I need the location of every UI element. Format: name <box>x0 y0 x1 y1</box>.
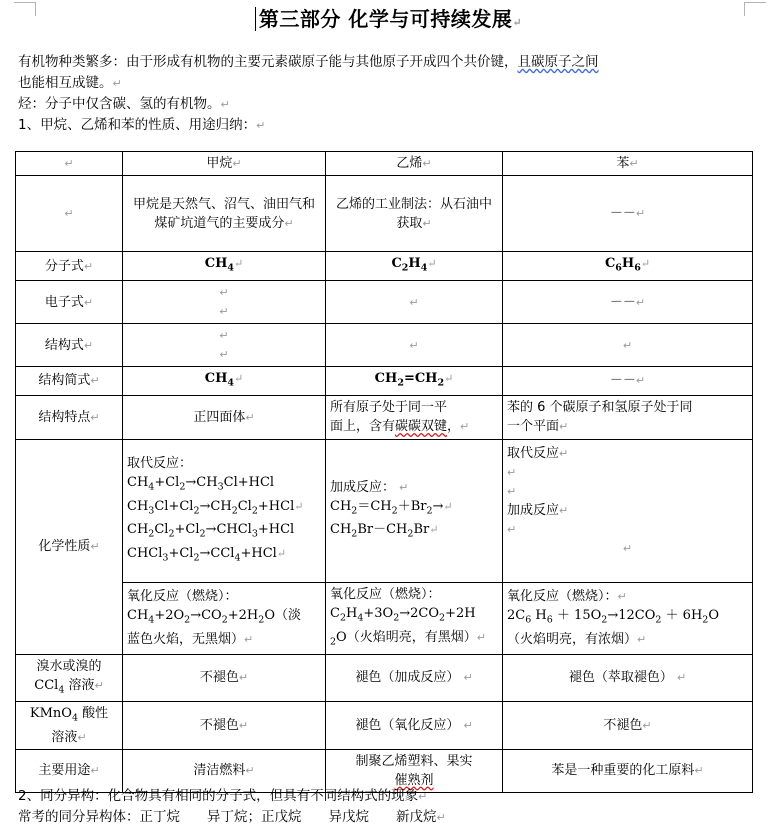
pilcrow-icon: ↵ <box>694 764 704 778</box>
cell-condensed-label <box>16 367 123 396</box>
cell-electron-label <box>16 281 123 324</box>
intro-4-text: 1、甲烷、乙烯和苯的性质、用途归纳： <box>18 117 257 133</box>
pilcrow-icon: ↵ <box>90 410 100 424</box>
chemprop-benzene-line-5 <box>507 520 748 539</box>
electron-benzene-text: －－ <box>609 294 636 310</box>
cell-chemprop-ethylene <box>326 439 503 582</box>
features-label-text: 结构特点 <box>38 409 91 425</box>
intro-paragraphs <box>18 52 770 136</box>
pilcrow-icon: ↵ <box>219 348 229 361</box>
features-ethylene-line2-post: ， <box>447 419 461 435</box>
pilcrow-icon: ↵ <box>460 420 470 434</box>
pilcrow-icon: ↵ <box>219 305 229 318</box>
pilcrow-icon: ↵ <box>463 718 473 732</box>
features-benzene-line2: 一个平面 <box>507 419 560 435</box>
cell-formula-benzene: $C_6H_6↵$ <box>503 252 753 281</box>
bromine-label-line1: 溴水或溴的 <box>36 658 102 674</box>
table-row-electron-formula <box>16 281 753 324</box>
pilcrow-icon: ↵ <box>427 257 437 271</box>
pilcrow-icon: ↵ <box>90 540 100 554</box>
table-row-condensed-formula <box>16 367 753 396</box>
cell-source-ethylene <box>326 176 503 252</box>
footer-paragraph-1 <box>18 786 770 807</box>
chemprop-benzene-line-3 <box>507 482 748 501</box>
pilcrow-icon: ↵ <box>642 718 652 732</box>
uses-benzene-text: 苯是一种重要的化工原料 <box>551 763 695 779</box>
pilcrow-icon: ↵ <box>640 257 651 271</box>
features-methane-text: 正四面体 <box>193 409 246 425</box>
cell-header-ethylene <box>326 152 503 176</box>
oxidation-methane-eq-text2: 蓝色火焰，无黑烟） <box>127 631 245 647</box>
pilcrow-icon: ↵ <box>220 98 230 111</box>
cell-source-benzene <box>503 176 753 252</box>
pilcrow-icon: ↵ <box>284 216 294 230</box>
intro-2-text: 也能相互成键。 <box>18 75 113 91</box>
features-ethylene-line2-pre: 面上，含有 <box>330 419 396 435</box>
chemprop-methane-eq-3: $CH_2Cl_2+Cl_2\to CHCl_3+HCl$ <box>127 522 295 540</box>
chemprop-methane-eq-2: $CH_3Cl+Cl_2\to CH_2Cl_2+HCl↵$ <box>127 498 304 517</box>
footer-paragraph-2 <box>18 807 770 828</box>
bromine-methane-text: 不褪色 <box>199 670 239 686</box>
pilcrow-icon: ↵ <box>512 16 523 29</box>
table-row-kmno4 <box>16 702 753 750</box>
pilcrow-icon: ↵ <box>559 420 569 434</box>
pilcrow-icon: ↵ <box>635 374 646 388</box>
intro-3-text: 烃：分子中仅含碳、氢的有机物。 <box>18 96 221 112</box>
pilcrow-icon: ↵ <box>238 671 249 685</box>
pilcrow-icon: ↵ <box>676 671 687 685</box>
cell-kmno4-methane <box>123 702 326 750</box>
pilcrow-icon: ↵ <box>617 590 627 604</box>
pilcrow-icon: ↵ <box>83 259 94 273</box>
intro-paragraph-1 <box>18 52 770 73</box>
cell-header-benzene <box>503 152 753 176</box>
pilcrow-icon: ↵ <box>232 157 242 170</box>
oxidation-ethylene-eq-line1: $C_2H_4+3O_2\to 2CO_2+2H$ <box>330 606 476 624</box>
cell-oxidation-methane <box>123 582 326 654</box>
cell-oxidation-benzene <box>503 582 753 654</box>
uses-methane-text: 清洁燃料 <box>193 763 246 779</box>
cell-features-methane <box>123 395 326 439</box>
cell-structural-ethylene <box>326 324 503 367</box>
structural-label-text: 结构式 <box>44 337 84 353</box>
pilcrow-icon: ↵ <box>77 730 87 744</box>
header-ethylene-text: 乙烯 <box>396 156 423 171</box>
pilcrow-icon: ↵ <box>64 157 74 170</box>
chemprop-ethylene-title-text: 加成反应： <box>330 479 396 495</box>
kmno4-methane-text: 不褪色 <box>199 717 239 733</box>
cell-condensed-methane: $CH_4↵$ <box>123 367 326 396</box>
features-benzene-line1: 苯的 6 个碳原子和氢原子处于同 <box>507 400 693 416</box>
pilcrow-icon: ↵ <box>83 338 94 352</box>
cell-source-methane <box>123 176 326 252</box>
chemprop-methane-eq-1: $CH_4+Cl_2\to CH_3Cl+HCl$ <box>127 474 275 493</box>
pilcrow-icon: ↵ <box>422 216 432 230</box>
uses-label-text: 主要用途 <box>38 763 91 779</box>
table-row-structural-formula <box>16 324 753 367</box>
table-row-structure-features <box>16 395 753 439</box>
pilcrow-icon: ↵ <box>476 630 486 644</box>
cell-formula-label <box>16 252 123 281</box>
pilcrow-icon: ↵ <box>94 678 104 692</box>
pilcrow-icon: ↵ <box>635 207 646 220</box>
footer-2-text: 常考的同分异构体：正丁烷 异丁烷；正戊烷 异戊烷 新戊烷 <box>18 809 437 825</box>
cell-features-benzene <box>503 395 753 439</box>
text-caret <box>255 7 256 31</box>
pilcrow-icon: ↵ <box>622 338 633 352</box>
oxidation-benzene-eq-line1: $2C_6$ $H_6 + 15O_2\to 12CO_2 + 6H_2O$ <box>507 608 719 626</box>
pilcrow-icon: ↵ <box>83 295 94 309</box>
pilcrow-icon: ↵ <box>507 484 517 498</box>
oxidation-ethylene-title: 氧化反应（燃烧）： <box>330 587 441 602</box>
cell-oxidation-ethylene <box>326 582 503 654</box>
pilcrow-icon: ↵ <box>238 718 249 732</box>
pilcrow-icon: ↵ <box>436 811 446 824</box>
chemprop-benzene-line-4 <box>507 501 748 520</box>
pilcrow-icon: ↵ <box>629 157 639 170</box>
pilcrow-icon: ↵ <box>418 790 428 803</box>
source-ethylene-text: 乙烯的工业制法：从石油中获取 <box>335 196 492 231</box>
uses-ethylene-line2: 催熟剂 <box>394 772 434 788</box>
cell-features-ethylene <box>326 395 503 439</box>
pilcrow-icon: ↵ <box>219 286 229 299</box>
pilcrow-icon: ↵ <box>244 632 254 646</box>
pilcrow-icon: ↵ <box>234 257 244 271</box>
oxidation-benzene-title-text: 氧化反应（燃烧）： <box>507 589 618 605</box>
oxidation-methane-eq-line2 <box>127 630 321 649</box>
document-title-text: 第三部分 化学与可持续发展 <box>258 7 513 31</box>
cell-electron-ethylene <box>326 281 503 324</box>
pilcrow-icon: ↵ <box>234 372 244 385</box>
pilcrow-icon: ↵ <box>559 446 569 460</box>
oxidation-methane-title: 氧化反应（燃烧）： <box>127 589 238 605</box>
pilcrow-icon: ↵ <box>294 499 304 513</box>
cell-features-label <box>16 395 123 439</box>
kmno4-ethylene-text: 褪色（氧化反应） <box>355 717 460 733</box>
uses-ethylene-line1: 制聚乙烯塑料、果实 <box>355 753 473 769</box>
header-methane-text: 甲烷 <box>206 156 233 171</box>
pilcrow-icon: ↵ <box>245 764 255 778</box>
chemprop-benzene-line-2 <box>507 463 748 482</box>
cell-structural-label <box>16 324 123 367</box>
pilcrow-icon: ↵ <box>409 338 419 352</box>
chemprop-label-text: 化学性质 <box>38 539 91 555</box>
pilcrow-icon: ↵ <box>422 157 432 170</box>
cell-condensed-benzene <box>503 367 753 396</box>
pilcrow-icon: ↵ <box>559 503 569 517</box>
condensed-label-text: 结构简式 <box>38 373 91 389</box>
pilcrow-icon: ↵ <box>64 207 74 220</box>
features-ethylene-line1: 所有原子处于同一平 <box>330 400 448 416</box>
cell-condensed-ethylene: $CH_2=CH_2↵$ <box>326 367 503 396</box>
pilcrow-icon: ↵ <box>256 119 266 132</box>
bromine-benzene-text: 褪色（萃取褪色） <box>568 670 673 686</box>
electron-label-text: 电子式 <box>44 294 84 310</box>
formula-label-text: 分子式 <box>44 258 84 274</box>
chemprop-benzene-line-6 <box>507 539 748 558</box>
cell-kmno4-ethylene <box>326 702 503 750</box>
intro-paragraph-3 <box>18 94 770 115</box>
oxidation-benzene-eq-line2 <box>507 630 748 649</box>
cell-bromine-methane <box>123 654 326 702</box>
cell-formula-methane: $CH_4↵$ <box>123 252 326 281</box>
intro-1-pre: 有机物种类繁多：由于形成有机物的主要元素碳原子能与其他原子开成四个共价键， <box>18 54 518 70</box>
cell-formula-ethylene: $C_2H_4↵$ <box>326 252 503 281</box>
cell-electron-benzene <box>503 281 753 324</box>
table-row-header <box>16 152 753 176</box>
pilcrow-icon: ↵ <box>276 546 287 560</box>
pilcrow-icon: ↵ <box>635 295 646 309</box>
cell-header-label <box>16 152 123 176</box>
header-benzene-text: 苯 <box>616 156 630 171</box>
kmno4-benzene-text: 不褪色 <box>603 717 643 733</box>
cell-bromine-benzene <box>503 654 753 702</box>
table-row-bromine <box>16 654 753 702</box>
pilcrow-icon: ↵ <box>429 523 439 537</box>
cell-kmno4-label: KMnO$_4$ 酸性 溶液↵ <box>16 702 123 750</box>
oxidation-methane-eq-line1: $CH_4+2O_2\to CO_2+2H_2O$（淡 <box>127 608 301 626</box>
pilcrow-icon: ↵ <box>443 499 453 513</box>
comparison-table <box>15 151 753 793</box>
oxidation-benzene-eq-text2: （火焰明亮，有浓烟） <box>507 631 638 647</box>
oxidation-ethylene-eq-line2: $_2$O（火焰明亮，有黑烟）↵ <box>330 629 486 648</box>
cell-structural-methane <box>123 324 326 367</box>
intro-paragraph-2 <box>18 73 770 94</box>
chemprop-ethylene-title <box>330 478 498 497</box>
features-ethylene-line2-wavy: 碳碳双键 <box>395 419 448 435</box>
pilcrow-icon: ↵ <box>409 295 419 309</box>
chemprop-ethylene-eq-1: $CH_2=CH_2+Br_2\to↵$ <box>330 498 453 517</box>
cell-chemprop-methane <box>123 439 326 582</box>
kmno4-label-line2: 溶液 <box>51 729 78 745</box>
table-row-oxidation <box>16 582 753 654</box>
source-benzene-text: －－ <box>609 206 636 221</box>
cell-kmno4-benzene <box>503 702 753 750</box>
intro-paragraph-4 <box>18 115 770 136</box>
title-container <box>0 6 781 36</box>
chemprop-benzene-text-4: 加成反应 <box>507 502 560 518</box>
pilcrow-icon: ↵ <box>90 764 100 778</box>
source-methane-text: 甲烷是天然气、沼气、油田气和煤矿坑道气的主要成分 <box>132 196 315 231</box>
cell-bromine-label: 溴水或溴的 CCl$_4$ 溶液↵ <box>16 654 123 702</box>
chemprop-methane-eq-4: $CHCl_3+Cl_2\to CCl_4+HCl↵$ <box>127 545 287 564</box>
pilcrow-icon: ↵ <box>507 522 517 536</box>
cell-electron-methane <box>123 281 326 324</box>
condensed-benzene-text: －－ <box>609 373 636 389</box>
footer-paragraphs <box>18 786 770 828</box>
table-row-formula <box>16 252 753 281</box>
chemprop-methane-title: 取代反应： <box>127 455 193 471</box>
pilcrow-icon: ↵ <box>463 671 473 685</box>
cell-chemprop-label <box>16 439 123 654</box>
oxidation-benzene-title <box>507 587 748 606</box>
table-row-chemical-properties <box>16 439 753 582</box>
footer-1-text: 2、同分异构：化合物具有相同的分子式，但具有不同结构式的现象 <box>18 788 419 804</box>
table-row-source <box>16 176 753 252</box>
pilcrow-icon: ↵ <box>219 329 229 342</box>
document-title <box>259 6 522 36</box>
bromine-ethylene-text: 褪色（加成反应） <box>355 670 460 686</box>
pilcrow-icon: ↵ <box>112 77 122 90</box>
chemprop-benzene-line-1 <box>507 444 748 463</box>
cell-structural-benzene <box>503 324 753 367</box>
cell-source-label <box>16 176 123 252</box>
intro-1-wavy-text: 且碳原子之间 <box>517 54 599 70</box>
pilcrow-icon: ↵ <box>90 374 100 388</box>
pilcrow-icon: ↵ <box>507 465 517 479</box>
cell-bromine-ethylene <box>326 654 503 702</box>
pilcrow-icon: ↵ <box>444 372 454 385</box>
pilcrow-icon: ↵ <box>637 632 647 646</box>
cell-chemprop-benzene <box>503 439 753 582</box>
cell-header-methane <box>123 152 326 176</box>
pilcrow-icon: ↵ <box>622 541 633 555</box>
pilcrow-icon: ↵ <box>399 480 409 494</box>
pilcrow-icon: ↵ <box>245 410 255 424</box>
chemprop-benzene-text-1: 取代反应 <box>507 445 560 461</box>
chemprop-ethylene-eq-2: $CH_2Br-CH_2Br↵$ <box>330 522 439 540</box>
